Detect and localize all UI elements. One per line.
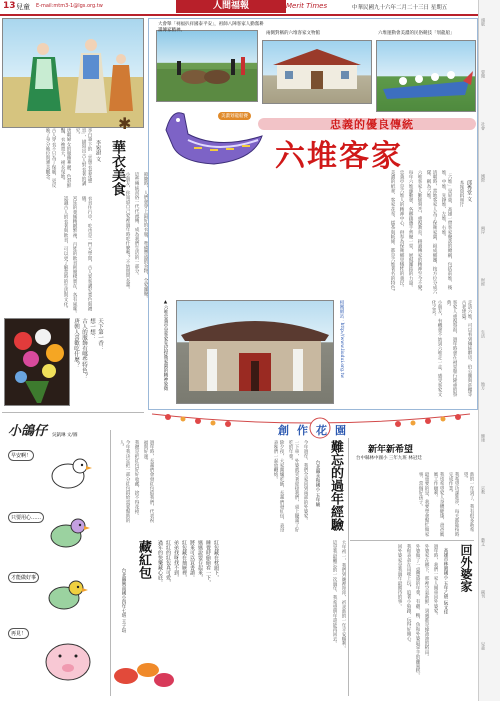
comic-panel — [6, 442, 106, 500]
ceremony-photo — [156, 30, 258, 102]
paragraph: 小朋友，你知道自己家裡過年時吃什麼嗎？不妨問問長輩。 — [125, 172, 130, 292]
hakka-feature-author: 邱秀堂 文 — [466, 180, 472, 202]
rail-index-item[interactable]: 國際 — [481, 174, 486, 182]
paragraph: 走訪六堆，可以看到傳統夥房、伯公廟與菸樓等古老建築。 — [461, 300, 472, 397]
rail-index-item[interactable]: 地方 — [481, 382, 486, 390]
costume-illustration — [2, 18, 144, 128]
new-year-wish-body — [352, 472, 474, 538]
speech-bubble: 才能做好事 — [8, 572, 39, 583]
section-name: 兒童 — [16, 3, 30, 11]
paragraph: 一下車，外婆就笑著迎接我們，桌上擺滿了好吃的年菜。 — [288, 440, 299, 532]
paragraph: 古人穿衣不只為了保暖，更反映了身分地位與審美觀念。 — [45, 128, 56, 188]
paragraph: 每年六堆運動會，各鄉鎮選手齊聚一堂，展現團結的力量。 — [408, 170, 413, 290]
sidebar-line: 古人的服飾有哪些特色？ — [81, 318, 87, 379]
speech-bubble: 只要用心…… — [8, 512, 44, 523]
red-envelope-byline: 台北縣興南國小四年七班 王子瑄 — [121, 568, 126, 633]
costume-article-title: 華衣美食 — [110, 140, 126, 196]
paragraph: 新的一年到了，我有很多新希望。 — [463, 472, 474, 532]
paragraph: 今年過年，我們全家回到南部的外婆家。 — [303, 440, 308, 523]
costume-article-body-c — [92, 172, 148, 328]
paragraph: 今年我決定把一部分紅包捐給需要幫助的人。 — [119, 440, 130, 523]
issue-date: 中華民國九十六年二月二十三日 星期五 — [352, 5, 448, 11]
rail-index-item[interactable]: 社會 — [481, 122, 486, 130]
photo-caption: 大會舉「祠福扒祥國泰平安」，祖師八陣客家人勤奮耕讀傳家精神。 — [158, 22, 264, 33]
loyalty-pavilion-photo — [176, 300, 334, 404]
paragraph: 過年時，我們一家人開車回外婆家。 — [433, 544, 438, 618]
flowers-illustration — [5, 319, 69, 405]
verse-line: 睡覺時偷偷看一下， — [205, 540, 211, 585]
page-number: 13 — [3, 1, 16, 11]
paragraph: 這是我最難忘的一次過年，我希望明年還能再回去。 — [332, 540, 337, 646]
new-year-wish-byline: 台中縣林中國小 三年九班 林冠廷 — [356, 456, 422, 461]
paragraph: 「六堆」是屏東、高雄一帶客家聚落的總稱，包括前堆、後堆、中堆、先鋒堆、左堆、右堆。 — [441, 170, 452, 290]
paragraph: 大年初一，我們到廟裡拜拜，祈求新的一年平安順利。 — [341, 540, 346, 651]
costume-article-author: 李宛澍 文 — [95, 140, 101, 162]
paragraph: 我也希望家人身體健康，爸爸媽媽工作順利。 — [433, 472, 444, 537]
rail-index-item[interactable]: 副刊 — [481, 590, 486, 598]
grandma-body — [352, 544, 438, 692]
paragraph: 宮廷的菜餚精緻繁複，百姓的飲食則簡樸實在，各有風味。 — [72, 196, 77, 316]
verse-line: 紅包藏在枕頭下， — [213, 540, 219, 580]
sidebar-line: 想一想： — [89, 318, 95, 340]
rail-index-item[interactable]: 頭版 — [481, 18, 486, 26]
row-divider — [350, 540, 474, 541]
verse-line: 弟弟找呀找不到， — [173, 540, 179, 580]
verse-line: 紅紅的紅包真可愛， — [165, 540, 171, 585]
paragraph: 節慶時，人們會穿上最好的衣服，準備豐盛的食物，全家團聚。 — [143, 172, 148, 301]
paragraph: 唐朝婦女的服飾華麗，色彩鮮豔，衣袖寬大，裙長曳地。 — [60, 128, 71, 188]
photo-caption: 兩側對稱的六堆客家文物館 — [266, 31, 320, 36]
temple-illustration — [177, 301, 333, 403]
rail-index-item[interactable]: 藝文 — [481, 538, 486, 546]
flower-bouquet-photo — [4, 318, 70, 406]
hakka-feature-title: 六堆客家 — [275, 139, 403, 174]
comic-title: 小鴿仔 — [8, 424, 48, 439]
verse-line: 過年的快樂藏心底。 — [157, 540, 163, 585]
comic-strip — [2, 420, 110, 696]
comic-author: 吳凱琳 文/圖 — [52, 433, 78, 438]
memorable-title: 難忘的過年經驗 — [328, 440, 343, 531]
section-index-rail — [478, 0, 500, 701]
speech-bubble: 再見！ — [8, 628, 29, 639]
rail-index-item[interactable]: 宗教 — [481, 486, 486, 494]
comic-panel — [6, 502, 106, 560]
paragraph: 過年時，長輩們會發紅包給我們，代表祝福與好運。 — [143, 440, 154, 523]
column-divider — [348, 438, 349, 696]
paragraph: 回外婆家是我過年最期待的事。 — [397, 544, 402, 609]
museum-building-illustration — [263, 41, 371, 103]
paragraph: 這些傳統習俗一代代流傳，成為我們生活的一部分。 — [134, 172, 139, 278]
memorable-body-top — [158, 440, 308, 532]
photo-caption: 六堆運動會美濃的民俗競技「划龍船」 — [378, 31, 455, 36]
rail-index-item[interactable]: 健康 — [481, 434, 486, 442]
paragraph: 除夕夜，大家圍爐吃飯，長輩們發紅包，表哥表姊們一起放鞭炮。 — [273, 440, 284, 532]
grandma-byline: 高雄市林園國小 五年乙班 阮文佳 — [443, 548, 448, 614]
paragraph: 清朝時，當地客家人為了保衛家園，組成鄉團，按方位分成六隊，稱為六堆。 — [426, 170, 437, 295]
paragraph: 外婆做了一桌豐盛的年菜，有雞、鴨、魚和外婆最拿手的蘿蔔糕。 — [415, 544, 420, 678]
hakka-feature-body — [152, 170, 452, 296]
photo-credit: 本報資料照片 — [459, 180, 464, 207]
related-website-link[interactable]: 相關網站：http://www.liudui.org.tw — [339, 300, 344, 379]
memorable-body-bottom — [226, 540, 346, 690]
paragraph: 六堆客家人勤儉刻苦，重視教育，耕讀傳家的精神至今不變。 — [417, 170, 422, 295]
red-envelope-prose — [114, 440, 154, 526]
rail-index-item[interactable]: 要聞 — [481, 70, 486, 78]
contact-email[interactable]: E-mail:mtm3-1@lgs.org.tw — [36, 3, 103, 9]
oxen-ceremony-illustration — [157, 31, 257, 101]
rail-index-item[interactable]: 生活 — [481, 330, 486, 338]
paragraph: 認識古人的衣著與飲食，可以更了解當時的生活與文化。 — [63, 196, 68, 311]
hakka-feature-body-lower — [350, 300, 472, 400]
hakka-feature-subtitle: 忠義的優良傳統 — [330, 118, 414, 131]
paragraph: 李白筆下的「雲想衣裳花想容」，描寫出古人對衣著的講究。 — [75, 128, 92, 186]
paragraph: 我總是把紅包好好收藏，捨不得花掉。 — [134, 440, 139, 519]
rail-index-item[interactable]: 財經 — [481, 278, 486, 286]
dragon-boat-graphic — [158, 100, 270, 170]
temple-caption: ▲六堆忠義亭是客家先民捍衛家園的精神象徵 — [163, 300, 168, 391]
sidebar-line: 天下第一香： — [97, 318, 103, 351]
speech-bubble: 早安啊！ — [8, 450, 34, 461]
paragraph: 最重要的是，我要學會幫忙做家事，當個好孩子。 — [418, 472, 429, 537]
paragraph: 美濃的紙傘、客家花布、擂茶與粄條，都是六堆著名的特色。 — [390, 170, 395, 295]
cultural-museum-photo — [262, 40, 372, 104]
costume-sidebar — [72, 318, 104, 404]
paragraph: 小朋友，有機會不妨到六堆走一走，感受客家文化之美。 — [431, 300, 442, 397]
newspaper-brand: 人間福報 — [176, 0, 286, 13]
comic-panel — [6, 622, 106, 692]
dancing-figures-illustration — [3, 19, 143, 127]
rail-index-item[interactable]: 兒童 — [481, 642, 486, 650]
new-year-wish-title: 新年新希望 — [368, 445, 414, 455]
paragraph: 我希望功課進步，每天都能按時完成作業。 — [448, 472, 459, 537]
dragon-boat-race-photo — [376, 40, 476, 112]
comic-panel — [6, 562, 106, 620]
memorable-byline: 台北縣永和國小 五年級 — [315, 460, 320, 507]
scarecrow-icon: ✱ — [118, 114, 132, 133]
paragraph: 外婆家在鄉下，那裡空氣新鮮，到處都是綠油油的稻田。 — [424, 544, 429, 659]
red-envelope-title: 藏紅包 — [136, 540, 151, 579]
land-boat-illustration — [377, 41, 475, 111]
newspaper-brand-en: Merit Times — [286, 2, 328, 10]
costume-article-body-b — [6, 196, 92, 316]
grandma-title: 回外婆家 — [459, 544, 473, 592]
paragraph: 忠義亭是六堆人的精神中心，供奉為保衛鄉里犧牲的義民。 — [399, 170, 404, 290]
candy-icon — [108, 652, 178, 694]
column-divider — [110, 430, 111, 696]
verse-line: 將來可以買書讀。 — [189, 540, 195, 580]
verse-line: 媽媽說要存起來， — [197, 540, 203, 580]
rail-index-item[interactable]: 兩岸 — [481, 226, 486, 234]
pigeon-icon — [6, 502, 106, 560]
paragraph: 我和表弟在田埂上玩，追著小狗跑，玩得好開心。 — [406, 544, 411, 646]
creative-garden-title: 創作花園 — [278, 424, 354, 437]
sidebar-line: 唐朝人喜歡吃什麼？ — [73, 318, 79, 368]
verse-line: 紅包藏在抽屜裡， — [181, 540, 187, 580]
pigeon-icon — [6, 562, 106, 620]
paragraph: 客家人重視祭祖，過年時會在祠堂舉行隆重的祭典。 — [446, 300, 457, 397]
candy-illustration — [108, 652, 178, 694]
dragon-boat-icon — [158, 100, 270, 170]
paragraph: 衣食住行中，吃也是一門大學問，古人宴客講究菜色與禮儀。 — [81, 196, 92, 311]
row-divider — [2, 412, 144, 413]
costume-article-body — [6, 128, 92, 192]
boat-label-badge: 美濃划龍船賽 — [218, 112, 251, 120]
